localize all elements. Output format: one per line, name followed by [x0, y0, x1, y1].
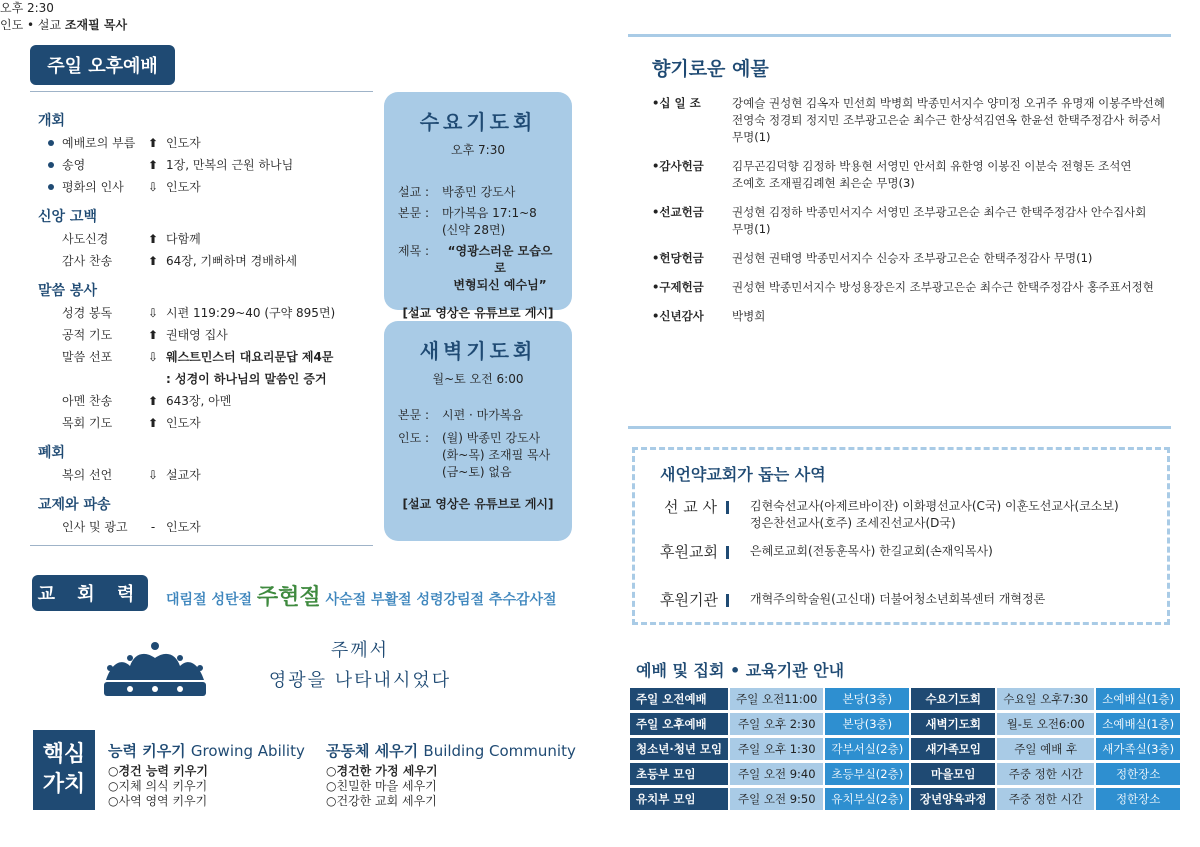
core-values-label — [33, 730, 95, 810]
order-row — [38, 154, 368, 176]
key-bar — [726, 594, 729, 607]
scripture-line: 마가복음 17:1~8 — [442, 206, 537, 220]
names-line: 강예슬 권성현 김옥자 민선희 박병희 박종민서지수 양미정 오귀주 유명재 이봉주박선혜 — [732, 96, 1165, 110]
ministries-title: 새언약교회가 돕는 사역 — [660, 465, 826, 484]
dawn-prayer-box — [384, 321, 572, 541]
sit-arrow-icon: ⇩ — [147, 306, 159, 320]
section-fellowship: 교제와 파송 — [38, 497, 111, 513]
order-row — [38, 132, 368, 154]
wednesday-note: [설교 영상은 유튜브로 게시] — [402, 306, 554, 320]
names-line: 무명(1) — [732, 130, 771, 144]
divider — [30, 91, 373, 92]
verse-line1: 주께서 — [330, 640, 390, 661]
subject-line1: “영광스러운 모습으로 — [447, 244, 553, 275]
order-row — [38, 324, 368, 346]
schedule-cell: 마을모임 — [911, 763, 995, 785]
sit-arrow-icon: ⇩ — [147, 180, 159, 194]
offering-item — [652, 308, 1172, 325]
wednesday-time: 오후 7:30 — [451, 143, 505, 157]
order-value: 권태영 집사 — [166, 328, 228, 342]
order-value: 1장, 만복의 근원 하나님 — [166, 158, 294, 172]
order-value: 다함께 — [166, 232, 201, 246]
scripture-page: (신약 28면) — [442, 223, 506, 237]
order-row — [38, 346, 368, 368]
community-title: 공동체 세우기 — [326, 742, 419, 760]
bullet-dot — [48, 140, 54, 146]
leader-line: (금~토) 없음 — [442, 465, 512, 479]
schedule-cell: 본당(3층) — [825, 713, 909, 735]
schedule-cell: 주일 오전예배 — [630, 688, 728, 710]
stand-arrow-icon: ⬆ — [147, 136, 159, 150]
leader-line: (월) 박종민 강도사 — [442, 431, 541, 445]
schedule-cell: 주중 정한 시간 — [997, 788, 1094, 810]
preacher-key: 설교 : — [398, 185, 430, 199]
order-of-worship — [38, 110, 368, 538]
order-row — [38, 228, 368, 250]
afternoon-service-info — [0, 0, 1200, 34]
subject-line2: 변형되신 예수님” — [453, 278, 547, 292]
ability-title: 능력 키우기 — [108, 742, 186, 760]
order-label: 공적 기도 — [62, 328, 113, 342]
schedule-row — [630, 713, 1180, 735]
schedule-row — [630, 688, 1180, 710]
schedule-cell: 주일 오전 9:50 — [730, 788, 823, 810]
leaders — [442, 430, 550, 481]
calendar-after: 사순절 부활절 성령강림절 추수감사절 — [325, 592, 557, 608]
order-value: 설교자 — [166, 468, 201, 482]
offering-names — [732, 95, 1165, 146]
schedule-cell: 수요일 오후7:30 — [997, 688, 1094, 710]
schedule-title: 예배 및 집회 • 교육기관 안내 — [636, 661, 845, 680]
order-value: 인도자 — [166, 136, 201, 150]
stand-arrow-icon: ⬆ — [147, 416, 159, 430]
divider — [30, 545, 373, 546]
schedule-cell: 유치부실(2층) — [825, 788, 909, 810]
order-label: 아멘 찬송 — [62, 394, 113, 408]
dash-mark: - — [150, 520, 156, 534]
key-bar — [726, 546, 729, 559]
schedule-cell: 주중 정한 시간 — [997, 763, 1094, 785]
wednesday-prayer-box — [384, 92, 572, 320]
schedule-cell: 초등부 모임 — [630, 763, 728, 785]
missionaries-line: 김현숙선교사(아제르바이잔) 이화평선교사(C국) 이훈도선교사(코소보) — [750, 499, 1119, 513]
missionaries-key: 선 교 사 — [664, 498, 718, 516]
afternoon-service-time: 오후 2:30 — [0, 1, 54, 15]
schedule-cell: 청소년·청년 모임 — [630, 738, 728, 760]
calendar-current: 주현절 — [256, 585, 321, 610]
schedule-row — [630, 763, 1180, 785]
order-label: 성경 봉독 — [62, 306, 113, 320]
offering-key: •감사헌금 — [652, 159, 704, 173]
offering-names — [732, 158, 1132, 192]
core-value-community — [326, 740, 576, 809]
schedule-cell: 각부서실(2층) — [825, 738, 909, 760]
church-calendar — [166, 580, 557, 611]
section-closing: 폐회 — [38, 445, 66, 461]
schedule-cell: 월-토 오전6:00 — [997, 713, 1094, 735]
orgs: 개혁주의학술원(고신대) 더불어청소년회복센터 개혁정론 — [750, 592, 1046, 606]
sermon-subtitle: : 성경이 하나님의 말씀인 증거 — [166, 372, 327, 386]
key-bar — [726, 501, 729, 514]
schedule-cell: 정한장소 — [1096, 763, 1180, 785]
offering-item — [652, 158, 1172, 192]
schedule-cell: 새가족모임 — [911, 738, 995, 760]
order-value: 인도자 — [166, 416, 201, 430]
schedule-cell: 수요기도회 — [911, 688, 995, 710]
orgs-key: 후원기관 — [660, 591, 718, 609]
names-line: 전영숙 정경퇴 정지민 조부광고은순 최수근 한상석김연옥 한윤선 한택주정감사 허증서 — [732, 113, 1162, 127]
names-line: 조예호 조재필김례현 최은순 무명(3) — [732, 176, 915, 190]
text-key: 본문 : — [398, 206, 430, 220]
sit-arrow-icon: ⇩ — [147, 468, 159, 482]
leader-line: (화~목) 조재필 목사 — [442, 448, 551, 462]
order-label: 예배로의 부름 — [62, 136, 136, 150]
offering-names: 권성현 권태영 박종민서지수 신승자 조부광고은순 한택주정감사 무명(1) — [732, 251, 1093, 265]
offerings-list — [652, 95, 1172, 337]
offerings-title: 향기로운 예물 — [652, 58, 769, 80]
core-label2: 가치 — [42, 772, 86, 797]
order-value: 인도자 — [166, 520, 201, 534]
order-label: 평화의 인사 — [62, 180, 124, 194]
community-item: ○친밀한 마을 세우기 — [326, 779, 437, 793]
community-item: ○건강한 교회 세우기 — [326, 794, 437, 808]
order-label: 감사 찬송 — [62, 254, 113, 268]
offering-item — [652, 95, 1172, 146]
schedule-row — [630, 738, 1180, 760]
schedule-cell: 소예배실(1층) — [1096, 713, 1180, 735]
churches-key: 후원교회 — [660, 543, 718, 561]
sermon-title: 웨스트민스터 대요리문답 제4문 — [166, 350, 334, 364]
ability-item: ○경건 능력 키우기 — [108, 764, 208, 778]
order-value: 64장, 기뻐하며 경배하세 — [166, 254, 298, 268]
church-calendar-title: 교 회 력 — [32, 575, 148, 611]
schedule-cell: 주일 오전11:00 — [730, 688, 823, 710]
afternoon-service-title: 주일 오후예배 — [30, 45, 175, 85]
offering-names: 박병희 — [732, 309, 766, 323]
offering-item — [652, 279, 1172, 296]
scripture: 시편 · 마가복음 — [442, 408, 523, 422]
schedule-cell: 본당(3층) — [825, 688, 909, 710]
offering-key: •헌당헌금 — [652, 251, 704, 265]
schedule-cell: 주일 오후예배 — [630, 713, 728, 735]
order-row — [38, 176, 368, 198]
core-value-ability — [108, 740, 305, 809]
subject-key: 제목 : — [398, 244, 430, 258]
schedule-cell: 정한장소 — [1096, 788, 1180, 810]
order-value: 인도자 — [166, 180, 201, 194]
schedule-cell: 유치부 모임 — [630, 788, 728, 810]
stand-arrow-icon: ⬆ — [147, 232, 159, 246]
verse-line2: 영광을 나타내시었다 — [268, 670, 452, 691]
ministries-list — [660, 496, 1160, 616]
crown-icon — [100, 640, 210, 700]
community-item: ○경건한 가정 세우기 — [326, 764, 438, 778]
schedule-cell: 초등부실(2층) — [825, 763, 909, 785]
order-label: 사도신경 — [62, 232, 109, 246]
wednesday-title: 수요기도회 — [419, 110, 537, 134]
missionaries-line: 정은찬선교사(호주) 조세진선교사(D국) — [750, 516, 956, 530]
schedule-row — [630, 788, 1180, 810]
afternoon-service-leader — [0, 17, 1200, 34]
names-line: 김무곤김덕향 김정하 박용현 서영민 안서희 유한영 이봉진 이분숙 전형돈 조석연 — [732, 159, 1132, 173]
order-row — [38, 250, 368, 272]
stand-arrow-icon: ⬆ — [147, 328, 159, 342]
stand-arrow-icon: ⬆ — [147, 158, 159, 172]
ability-title-en: Growing Ability — [190, 742, 305, 760]
offering-key: •선교헌금 — [652, 205, 704, 219]
core-label1: 핵심 — [42, 742, 86, 767]
schedule-cell: 장년양육과정 — [911, 788, 995, 810]
text-key: 본문 : — [398, 408, 430, 422]
order-label: 말씀 선포 — [62, 350, 113, 364]
order-label: 송영 — [62, 158, 86, 172]
offering-key: •신년감사 — [652, 309, 704, 323]
stand-arrow-icon: ⬆ — [147, 394, 159, 408]
sit-arrow-icon: ⇩ — [147, 350, 159, 364]
ministries-frame-bottom — [632, 622, 1170, 625]
preacher: 박종민 강도사 — [442, 185, 516, 199]
schedule-cell: 새가족실(3층) — [1096, 738, 1180, 760]
stand-arrow-icon: ⬆ — [147, 254, 159, 268]
scripture — [442, 205, 537, 239]
schedule-cell: 주일 오후 2:30 — [730, 713, 823, 735]
subject — [442, 243, 558, 294]
community-title-en: Building Community — [423, 742, 576, 760]
dawn-note: [설교 영상은 유튜브로 게시] — [402, 497, 554, 511]
leader-name: 조재필 목사 — [64, 18, 128, 32]
names-line: 권성현 김정하 박종민서지수 서영민 조부광고은순 최수근 한택주정감사 안수집사회 — [732, 205, 1147, 219]
dawn-time: 월~토 오전 6:00 — [432, 372, 524, 386]
calendar-before: 대림절 성탄절 — [166, 592, 253, 608]
order-label: 복의 선언 — [62, 468, 113, 482]
ability-item: ○사역 영역 키우기 — [108, 794, 208, 808]
leader-prefix: 인도 • 설교 — [0, 18, 62, 32]
order-value: 시편 119:29~40 (구약 895면) — [166, 306, 336, 320]
theme-verse — [230, 636, 490, 696]
names-line: 무명(1) — [732, 222, 771, 236]
section-confession: 신앙 고백 — [38, 209, 97, 225]
order-value: 643장, 아멘 — [166, 394, 232, 408]
order-row — [38, 412, 368, 434]
section-border — [628, 426, 1171, 429]
schedule-table — [628, 685, 1182, 813]
schedule-cell: 주일 오전 9:40 — [730, 763, 823, 785]
offering-key: •구제헌금 — [652, 280, 704, 294]
offering-key: •십 일 조 — [652, 96, 701, 110]
offering-item — [652, 250, 1172, 267]
order-row — [38, 302, 368, 324]
offering-names — [732, 204, 1146, 238]
offering-item — [652, 204, 1172, 238]
offering-names: 권성현 박종민서지수 방성용장은지 조부광고은순 최수근 한택주정감사 홍주표서정현 — [732, 280, 1154, 294]
ability-item: ○지체 의식 키우기 — [108, 779, 208, 793]
bullet-dot — [48, 184, 54, 190]
dawn-title: 새벽기도회 — [419, 339, 537, 363]
lead-key: 인도 : — [398, 431, 430, 445]
bullet-dot — [48, 162, 54, 168]
schedule-cell: 새벽기도회 — [911, 713, 995, 735]
section-opening: 개회 — [38, 113, 66, 129]
churches: 은혜로교회(전동훈목사) 한길교회(손재익목사) — [750, 544, 993, 558]
schedule-cell: 주일 예배 후 — [997, 738, 1094, 760]
order-row — [38, 464, 368, 486]
order-row — [38, 516, 368, 538]
order-row — [38, 368, 368, 390]
order-label: 목회 기도 — [62, 416, 113, 430]
order-row — [38, 390, 368, 412]
top-border — [628, 34, 1171, 37]
section-word: 말씀 봉사 — [38, 283, 97, 299]
schedule-cell: 소예배실(1층) — [1096, 688, 1180, 710]
schedule-cell: 주일 오후 1:30 — [730, 738, 823, 760]
missionaries — [750, 498, 1119, 532]
order-label: 인사 및 광고 — [62, 520, 128, 534]
